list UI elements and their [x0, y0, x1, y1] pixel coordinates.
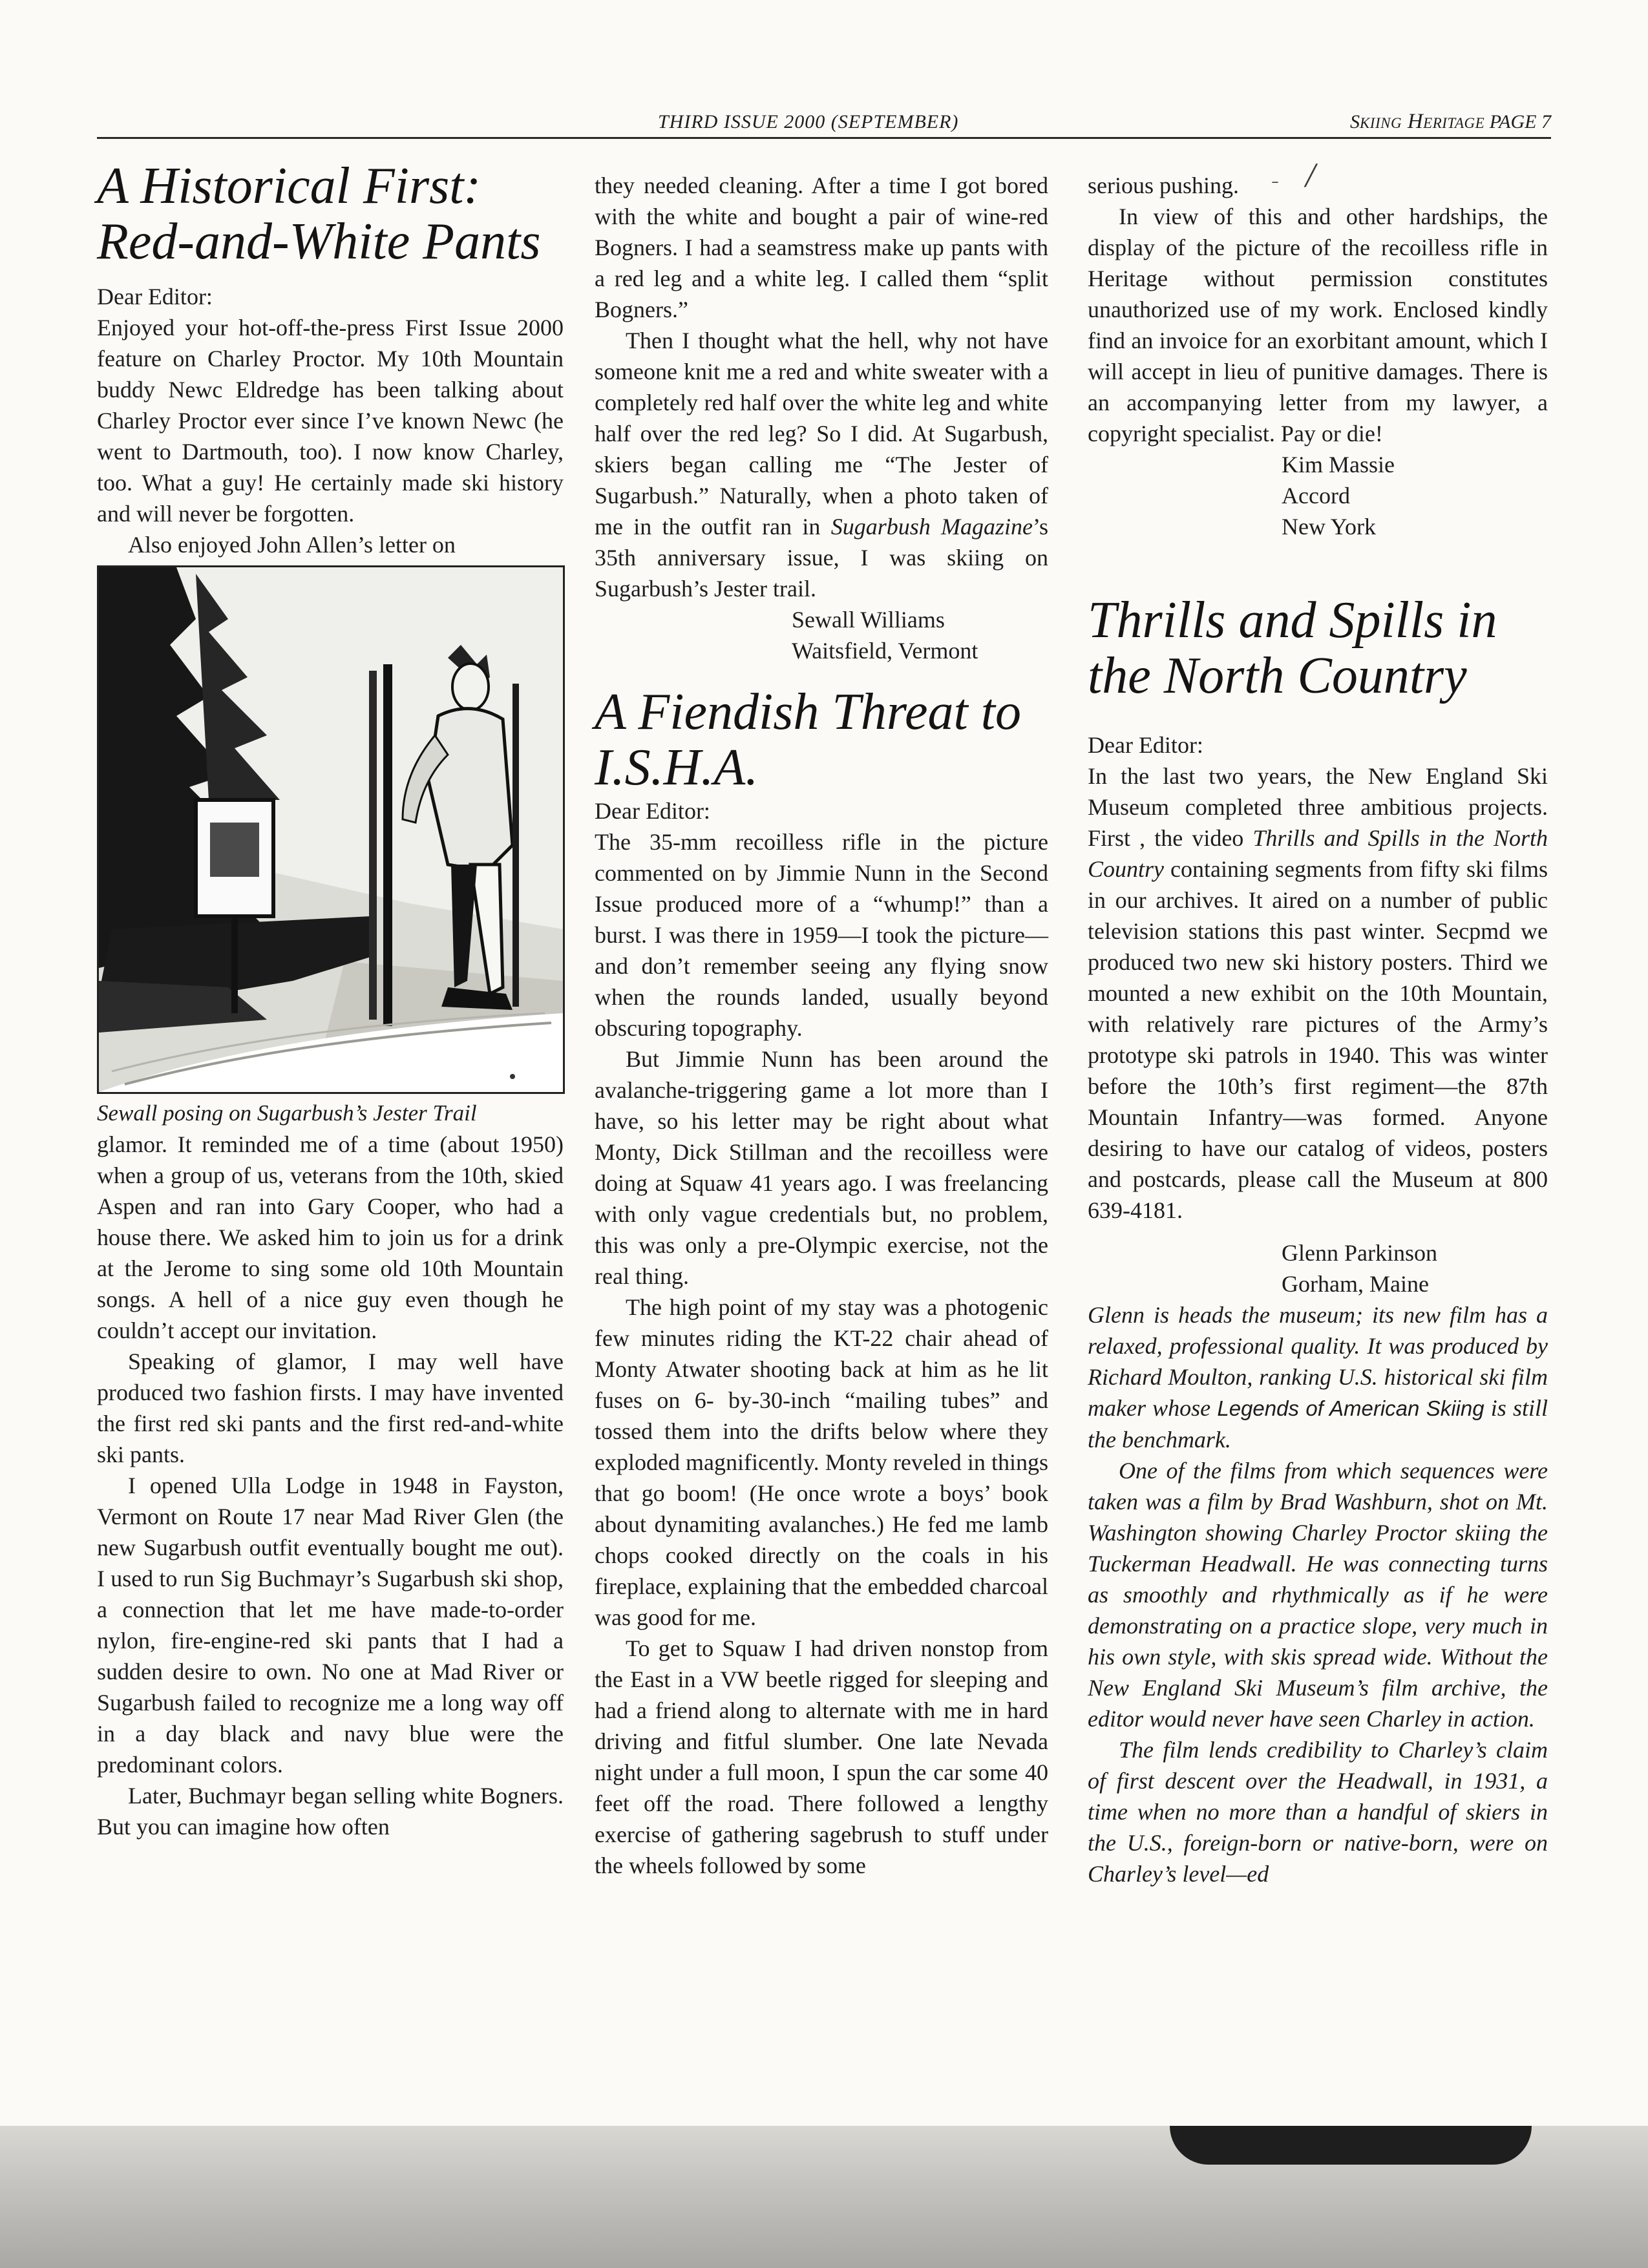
article-title-thrills-and-spills: Thrills and Spills in the North Country [1088, 592, 1497, 704]
publication-initial: S [1349, 111, 1360, 132]
letter-paragraph: I opened Ulla Lodge in 1948 in Fayston, Vermont on Route 17 near Mad River Glen (the new Sugarbush outfit eventually bought me out). I used to run Sig Buchmayr’s Sugarbush ski shop, a connection that let me have made-to-order nylon, fire-engine-red ski pants that I had a sudden desire to own. No one at Mad River or Sugarbush failed to recognize me a long way off in a day black and navy blue were the predominant colors. [97, 1473, 564, 1778]
paragraph-text: containing segments from fifty ski films in our archives. It aired on a number of public television stations this past winter. Secpmd we produced two new ski history posters. Third we mounted a new exhibit on the 10th Mountain, with relatively rare pictures of the Army’s prototype ski patrols in 1940. This was winter before the 10th’s first regiment—the 87th Mountain Infantry—was formed. Anyone desiring to have our catalog of videos, posters and postcards, please call the Museum at 800 639-4181. [1088, 856, 1548, 1223]
letter-paragraph: The 35-mm recoilless rifle in the picture commented on by Jimmie Nunn in the Second Issue produced more of a “whump!” than a burst. I was there in 1959—I took the picture—and don’t remember seeing any flying snow when the rounds landed, usually beyond obscuring topography. [595, 829, 1048, 1041]
salutation: Dear Editor: [1088, 732, 1203, 758]
paragraph-text: ’s 35th anniversary issue, I was skiing on Sugarbush’s Jester trail. [595, 514, 1048, 602]
paragraph-text: Glenn is heads the museum; its new film has a relaxed, professional quality. It was produced by Richard Moulton, ranking U.S. historical ski film maker whose [1088, 1302, 1548, 1421]
article-title-historical-first: A Historical First: Red-and-White Pants [97, 158, 541, 270]
letter-paragraph: But Jimmie Nunn has been around the avalanche-triggering game a lot more than I have, so his letter may be right about what Monty, Dick Stillman and the recoilless were doing at Squaw 41 years ago. I was freelancing with only vague credentials but, no problem, this was only a pre-Olympic exercise, not the real thing. [595, 1046, 1048, 1289]
photo-illustration [99, 567, 563, 1092]
signature-name: Sewall Williams [792, 607, 945, 633]
column-1 [97, 158, 564, 1842]
letter-paragraph: Later, Buchmayr began selling white Bogners. But you can imagine how often [97, 1783, 564, 1840]
issue-label: THIRD ISSUE 2000 (SEPTEMBER) [658, 111, 959, 132]
paragraph-text: is still the benchmark. [1088, 1395, 1548, 1453]
signature-name: Glenn Parkinson [1282, 1240, 1437, 1266]
letter-paragraph: glamor. It reminded me of a time (about 1950) when a group of us, veterans from the 10th, skied Aspen and ran into Gary Cooper, who had a house there. We asked him to join us for a drink at the Jerome to sing some old 10th Mountain songs. A hell of a nice guy even though he couldn’t accept our invitation. [97, 1131, 564, 1343]
letter-paragraph: Also enjoyed John Allen’s letter on [128, 532, 456, 558]
letter-paragraph: they needed cleaning. After a time I got bored with the white and bought a pair of wine-red Bogners. I had a seamstress make up pants with a red leg and a white leg. I called them “split Bogners.” [595, 173, 1048, 322]
signature-state: New York [1282, 514, 1377, 540]
salutation: Dear Editor: [97, 284, 213, 310]
letter-paragraph: Speaking of glamor, I may well have produced two fashion firsts. I may have invented the first red ski pants and the first red-and-white ski pants. [97, 1349, 564, 1467]
editor-note [1088, 1299, 1548, 1455]
film-title: Thrills and Spills in the North Country [1088, 825, 1548, 882]
editor-note: One of the films from which sequences were taken was a film by Brad Washburn, shot on Mt. Washington showing Charley Proctor skiing the Tuckerman Headwall. He was connecting turns as smoothly and rhythmically as if he were demonstrating on a practice slope, very much in his own style, with skis spread wide. Without the New England Ski Museum’s film archive, the editor would never have seen Charley in action. [1088, 1458, 1548, 1732]
pen-mark: ˗ [1272, 169, 1278, 191]
letter-paragraph: The high point of my stay was a photogenic few minutes riding the KT-22 chair ahead of Monty Atwater shooting back at him as he lit fuses on 6- by-30-inch “mailing tubes” and tossed them into the drifts below where they exploded magnificently. Monty reveled in things that go boom! (He once wrote a boys’ book about dynamiting avalanches.) He fed me lamb chops cooked directly on the coals in his fireplace, explaining that the embedded charcoal was good for me. [595, 1294, 1048, 1630]
column-3 [1088, 170, 1548, 1889]
photo-sewall-jester-trail [97, 565, 565, 1094]
column-2 [595, 170, 1048, 1881]
paragraph-text: Then I thought what the hell, why not have someone knit me a red and white sweater with a completely red half over the white leg and white half over the red leg? So I did. At Sugarbush, skiers began calling me “The Jester of Sugarbush.” Naturally, when a photo taken of me in the outfit ran in [595, 328, 1048, 540]
photo-caption: Sewall posing on Sugarbush’s Jester Trail [97, 1100, 477, 1126]
article-title-fiendish-threat: A Fiendish Threat to I.S.H.A. [595, 684, 1021, 796]
publication-page-label [1350, 110, 1551, 134]
magazine-title: Sugarbush Magazine [830, 514, 1033, 540]
running-header [97, 109, 1551, 139]
film-title-legends: Legends of American Skiing [1217, 1396, 1484, 1420]
letter-paragraph [1088, 761, 1548, 1226]
editor-note: The film lends credibility to Charley’s claim of first descent over the Headwall, in 1931, a time when no more than a handful of skiers in the U.S., foreign-born or native-born, were on Charley’s level—ed [1088, 1737, 1548, 1887]
signature-place: Waitsfield, Vermont [792, 638, 978, 664]
letter-paragraph [595, 325, 1048, 604]
signature-place: Gorham, Maine [1282, 1271, 1429, 1297]
publication-name: kiing Heritage [1359, 110, 1485, 133]
letter-paragraph: Enjoyed your hot-off-the-press First Issue 2000 feature on Charley Proctor. My 10th Mountain buddy Newc Eldredge has been talking about Charley Proctor ever since I’ve known Newc (he went to Dartmouth, too). I now know Charley, too. What a guy! He certainly made ski history and will never be forgotten. [97, 315, 564, 527]
scan-shadow-blot [1170, 2126, 1532, 2165]
pen-mark: / [1305, 156, 1316, 194]
letter-paragraph: In view of this and other hardships, the display of the picture of the recoilless rifle in Heritage without permission constitutes unauthorized use of my work. Enclosed kindly find an invoice for an exorbitant amount, which I will accept in lieu of punitive damages. There is an accompanying letter from my lawyer, a copyright specialist. Pay or die! [1088, 204, 1548, 446]
letter-paragraph: serious pushing. [1088, 173, 1239, 198]
salutation: Dear Editor: [595, 798, 710, 824]
signature-name: Kim Massie [1282, 452, 1395, 478]
page-number: PAGE 7 [1489, 111, 1551, 132]
signature-town: Accord [1282, 483, 1350, 509]
paragraph-text: In the last two years, the New England Ski Museum completed three ambitious projects. First , the video [1088, 763, 1548, 851]
letter-paragraph: To get to Squaw I had driven nonstop from the East in a VW beetle rigged for sleeping and had a friend along to alternate with me in hard driving and fitful slumber. One late Nevada night under a full moon, I spun the car some 40 feet off the road. There followed a lengthy exercise of gathering sagebrush to stuff under the wheels followed by some [595, 1635, 1048, 1878]
